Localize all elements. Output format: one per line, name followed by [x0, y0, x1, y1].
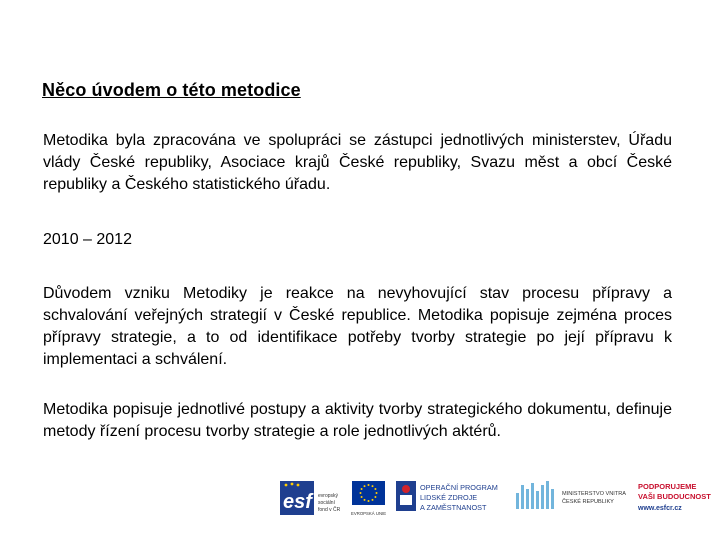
paragraph-purpose: Důvodem vzniku Metodiky je reakce na nevyhovující stav procesu přípravy a schvalování veřejných strategií v České republice. Metodika popisuje zejména proces přípravy strategie, a to od identifikace potřeby tvorby strategie po její přípravu k implementaci a schválení.	[43, 285, 672, 368]
ministry-logo	[514, 475, 632, 523]
footer-logo-strip	[278, 475, 718, 525]
op-line-3: A ZAMĚSTNANOST	[420, 503, 487, 512]
eu-star	[360, 492, 362, 494]
slogan-line-1: PODPORUJEME	[638, 482, 697, 491]
esf-logo	[278, 475, 348, 523]
eu-star	[372, 485, 374, 487]
slogan-logo	[638, 475, 718, 523]
eu-star	[368, 484, 370, 486]
paragraph-cooperation: Metodika byla zpracována ve spolupráci se zástupci jednotlivých ministerstev, Úřadu vlády České republiky, Asociace krajů České republiky, Svazu měst a obcí České republiky a Českého statistického úřadu.	[43, 132, 672, 193]
op-line-1: OPERAČNÍ PROGRAM	[420, 483, 498, 492]
paragraph-years: 2010 – 2012	[43, 231, 132, 248]
eu-star	[376, 492, 378, 494]
ministry-line-1: MINISTERSTVO VNITRA	[562, 491, 627, 497]
eu-star	[361, 488, 363, 490]
eu-star	[368, 500, 370, 502]
ministry-line-2: ČESKÉ REPUBLIKY	[562, 499, 614, 505]
eu-star	[374, 488, 376, 490]
eu-star	[364, 485, 366, 487]
paragraph-methods: Metodika popisuje jednotlivé postupy a aktivity tvorby strategického dokumentu, definuje metody řízení procesu tvorby strategie a role jednotlivých aktérů.	[43, 401, 672, 440]
op-lzz-logo	[394, 475, 506, 523]
svg-text:esf: esf	[283, 491, 312, 513]
op-line-2: LIDSKÉ ZDROJE	[420, 493, 478, 502]
eu-flag-logo	[350, 475, 388, 523]
esf-line-2: sociální	[318, 500, 335, 506]
slogan-line-2: VAŠI BUDOUCNOST	[638, 492, 711, 501]
eu-star	[361, 496, 363, 498]
slide-title: Něco úvodem o této metodice	[42, 80, 301, 100]
eu-star	[374, 496, 376, 498]
esf-line-3: fond v ČR	[318, 507, 341, 513]
eu-label: EVROPSKÁ UNIE	[351, 511, 387, 516]
eu-star	[364, 499, 366, 501]
eu-star	[372, 499, 374, 501]
footer-url: www.esfcr.cz	[638, 505, 682, 512]
esf-line-1: evropský	[318, 493, 339, 499]
